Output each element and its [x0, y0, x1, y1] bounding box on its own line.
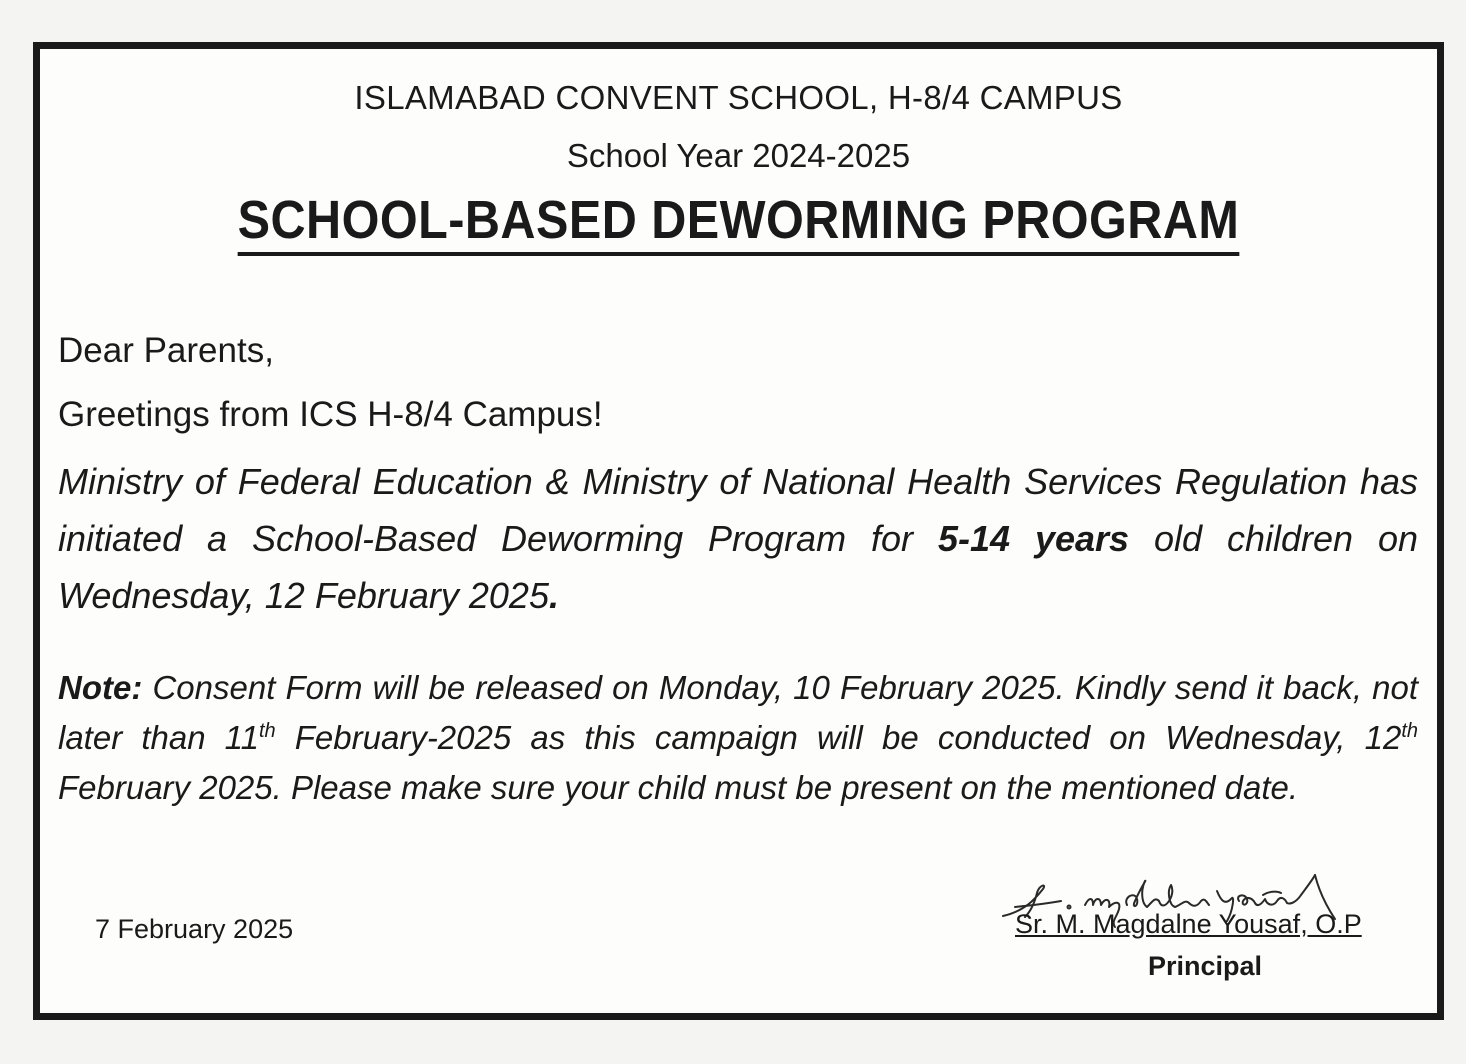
notice-title: SCHOOL-BASED DEWORMING PROGRAM	[238, 191, 1240, 256]
notice-frame	[33, 42, 1444, 1020]
note-sup-1: th	[258, 720, 276, 742]
note-text-part1: Consent Form will be released on Monday, 10 February 2025. Kindly send it back, not later than 11	[58, 669, 1418, 756]
salutation: Dear Parents,	[58, 331, 274, 370]
body-text-part2: old children on Wednesday, 12 February 2025	[58, 518, 1418, 616]
note-label: Note:	[58, 669, 143, 706]
greeting: Greetings from ICS H-8/4 Campus!	[58, 395, 603, 434]
body-paragraph	[58, 453, 1418, 624]
body-end-mark: .	[548, 575, 559, 616]
note-paragraph	[58, 663, 1418, 813]
signer-name: Sr. M. Magdalne Yousaf, O.P	[1015, 909, 1362, 939]
title-wrapper	[40, 191, 1437, 256]
signer-title: Principal	[1148, 951, 1263, 981]
note-text-part2: February-2025 as this campaign will be conducted on Wednesday, 12	[275, 719, 1402, 756]
school-name: ISLAMABAD CONVENT SCHOOL, H-8/4 CAMPUS	[354, 79, 1123, 116]
letter-date: 7 February 2025	[95, 914, 294, 944]
note-sup-2: th	[1401, 720, 1418, 742]
note-text-part3: February 2025. Please make sure your child must be present on the mentioned date.	[58, 769, 1299, 806]
body-text-part1: Ministry of Federal Education & Ministry of National Health Services Regulation has initiated a School-Based Deworming Program for	[58, 461, 1418, 559]
school-year: School Year 2024-2025	[566, 137, 911, 174]
age-range: 5-14 years	[937, 518, 1130, 559]
